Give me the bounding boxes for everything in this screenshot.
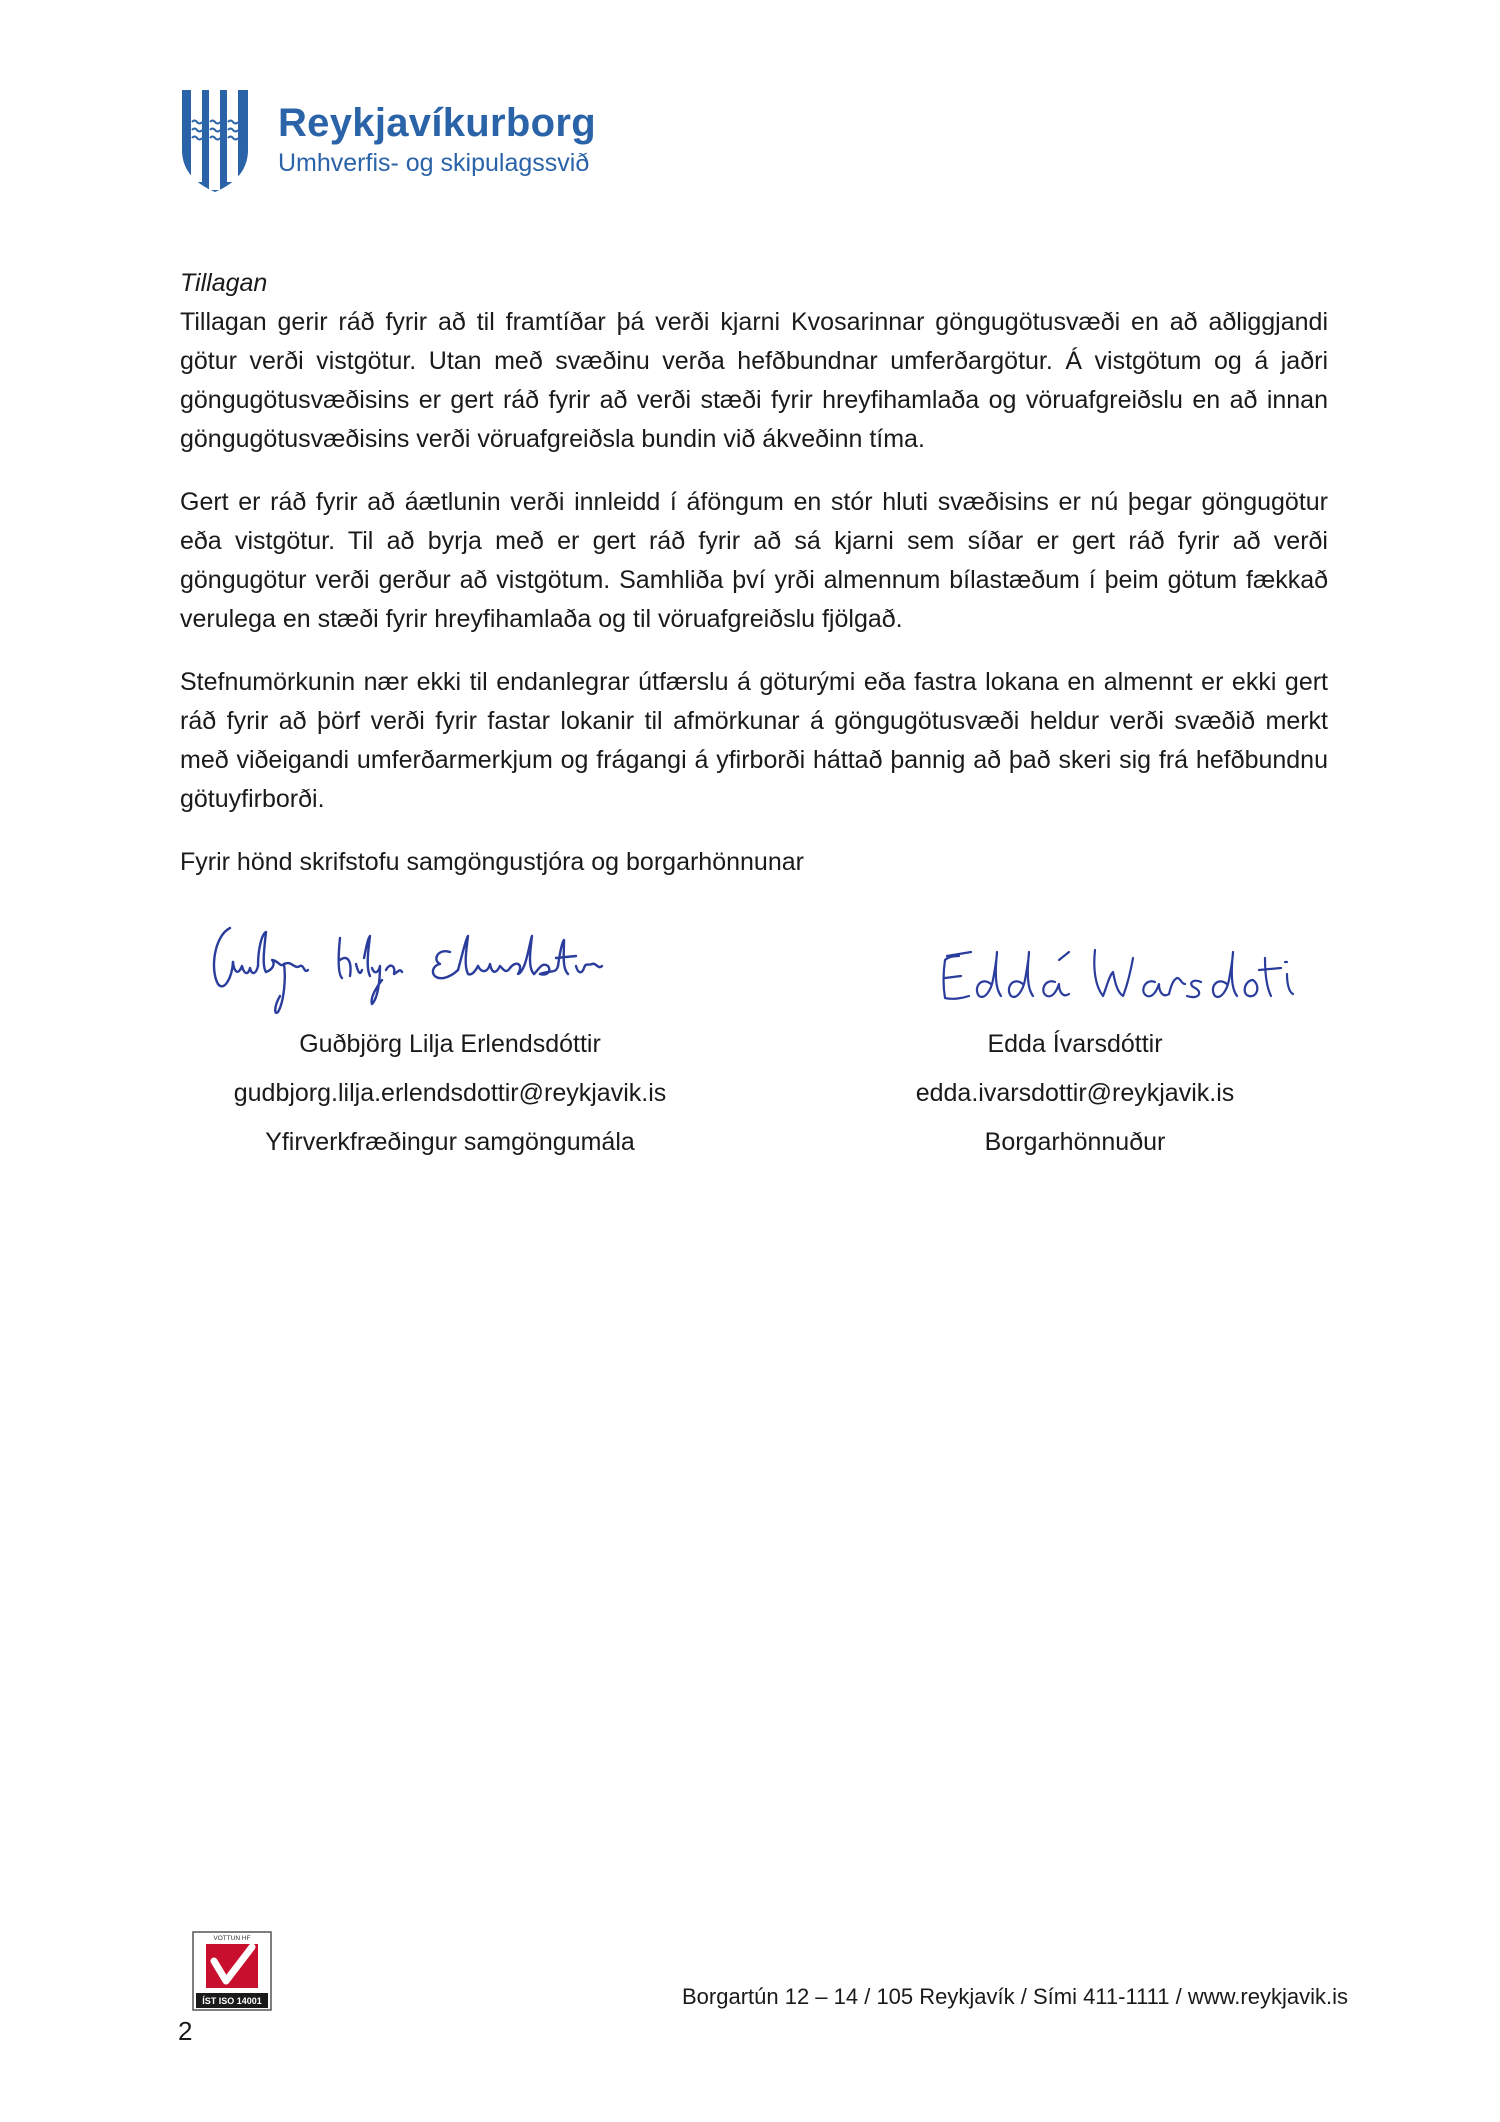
signatory-2-name: Edda Ívarsdóttir [987, 1030, 1163, 1058]
letter-body [180, 264, 1328, 882]
signatory-2-email: edda.ivarsdottir@reykjavik.is [915, 1079, 1235, 1107]
iso-14001-badge-icon [192, 1931, 272, 2011]
signatory-2-title: Borgarhönnuður [984, 1128, 1166, 1156]
paragraph-1: Tillagan gerir ráð fyrir að til framtíðar þá verði kjarni Kvosarinnar göngugötusvæði en að aðliggjandi götur verði vistgötur. Utan með svæðinu verða hefðbundnar umferðargötur. Á vistgötum og á jaðri göngugötusvæðisins er gert ráð fyrir að verði stæði fyrir hreyfihamlaða og vöruafgreiðslu en að innan göngugötusvæðisins verði vöruafgreiðsla bundin við ákveðinn tíma. [180, 308, 1328, 453]
signatory-1-title: Yfirverkfræðingur samgöngumála [265, 1128, 635, 1156]
reykjavik-crest-icon [180, 88, 250, 194]
paragraph-closing: Fyrir hönd skrifstofu samgöngustjóra og borgarhönnunar [180, 848, 804, 876]
paragraph-2: Gert er ráð fyrir að áætlunin verði innleidd í áföngum en stór hluti svæðisins er nú þegar göngugötur eða vistgötur. Til að byrja með er gert ráð fyrir að sá kjarni sem síðar er gert ráð fyrir að verði göngugötur verði gerður að vistgötum. Samhliða því yrði almennum bílastæðum í þeim götum fækkað verulega en stæði fyrir hreyfihamlaða og til vöruafgreiðslu fjölgað. [180, 488, 1328, 633]
organization-name: Reykjavíkurborg [278, 101, 596, 145]
iso-badge-bottom-label: ÍST ISO 14001 [202, 1996, 262, 2006]
header-logo [180, 88, 596, 194]
signatory-1-name: Guðbjörg Lilja Erlendsdóttir [299, 1030, 601, 1058]
page-number: 2 [178, 2016, 193, 2046]
iso-badge-top-label: VOTTUN HF [213, 1935, 251, 1942]
signature-edda [935, 938, 1295, 1008]
signature-gudbjorg [200, 918, 610, 1018]
footer-address: Borgartún 12 – 14 / 105 Reykjavík / Sími 411-1111 / www.reykjavik.is [681, 1984, 1348, 2009]
department-name: Umhverfis- og skipulagssvið [278, 149, 590, 177]
paragraph-3: Stefnumörkunin nær ekki til endanlegrar útfærslu á göturými eða fastra lokana en almennt er ekki gert ráð fyrir að þörf verði fyrir fastar lokanir til afmörkunar á göngugötusvæði heldur verði svæðið merkt með viðeigandi umferðarmerkjum og frágangi á yfirborði háttað þannig að það skeri sig frá hefðbundnu götuyfirborði. [180, 668, 1328, 813]
section-heading: Tillagan [180, 269, 268, 297]
signatory-1-email: gudbjorg.lilja.erlendsdottir@reykjavik.is [233, 1079, 667, 1107]
